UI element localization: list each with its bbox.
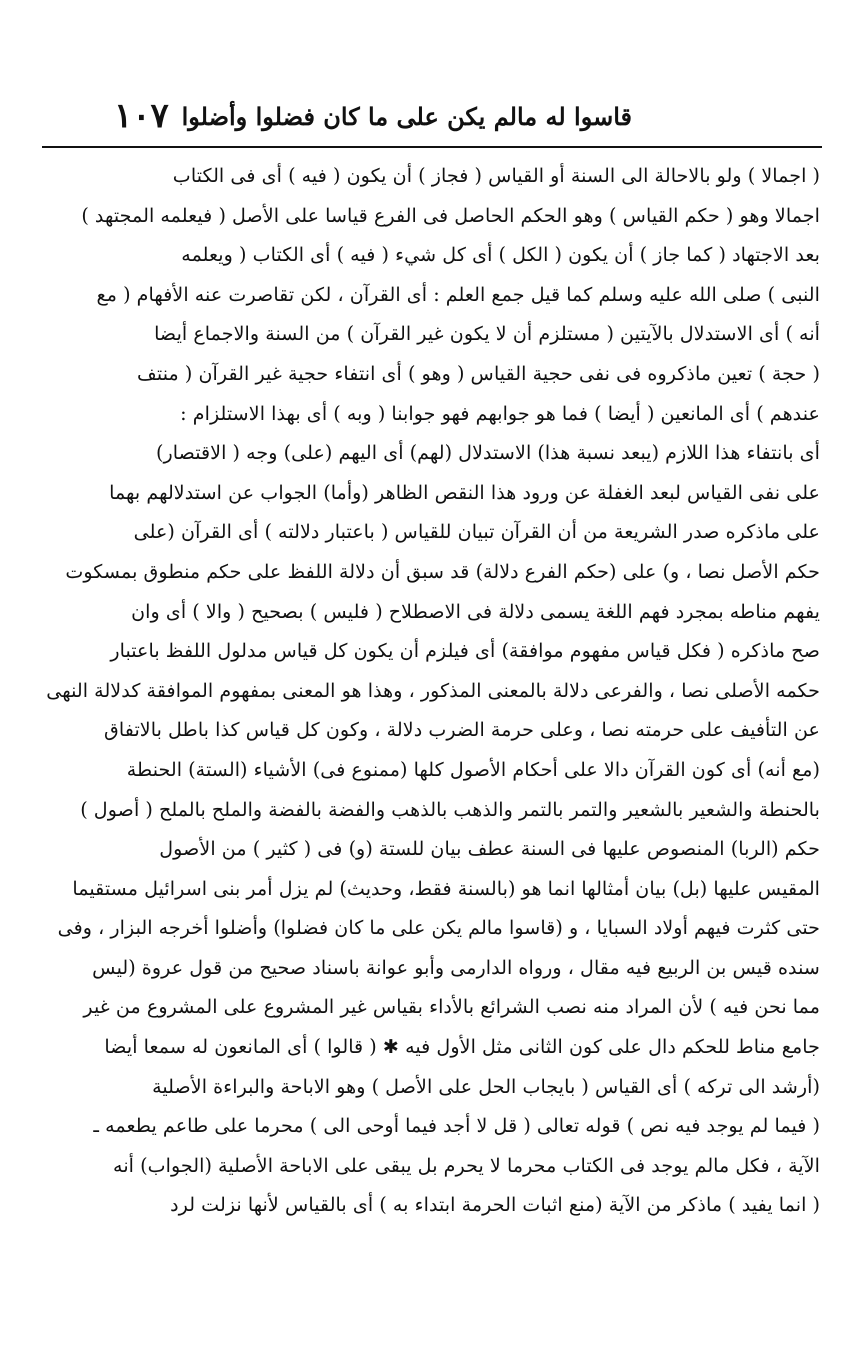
- text-line: ( حجة ) تعين ماذكروه فى نفى حجية القياس ( وهو ) أى انتفاء حجية غير القرآن ( منتف: [137, 361, 820, 385]
- text-line: ( انما يفيد ) ماذكر من الآية (منع اثبات الحرمة ابتداء به ) أى بالقياس لأنها نزلت لرد: [170, 1193, 820, 1217]
- text-line: حتى كثرت فيهم أولاد السبايا ، و (قاسوا مالم يكن على ما كان فضلوا) وأضلوا أخرجه البزار ، وفى: [57, 916, 820, 940]
- text-line: (مع أنه) أى كون القرآن دالا على أحكام الأصول كلها (ممنوع فى) الأشياء (الستة) الحنطة: [126, 757, 820, 781]
- text-line: أنه ) أى الاستدلال بالآيتين ( مستلزم أن لا يكون غير القرآن ) من السنة والاجماع أيضا: [154, 322, 820, 346]
- text-line: ( اجمالا ) ولو بالاحالة الى السنة أو القياس ( فجاز ) أن يكون ( فيه ) أى فى الكتاب: [172, 164, 820, 187]
- text-line: على نفى القياس لبعد الغفلة عن ورود هذا النقص الظاهر (وأما) الجواب عن استدلالهم بهما: [109, 480, 820, 504]
- text-line: حكمه الأصلى نصا ، والفرعى دلالة بالمعنى المذكور ، وهذا هو المعنى بمفهوم الموافقة كدلالة النهى: [46, 678, 820, 702]
- text-line: (أرشد الى تركه ) أى القياس ( بايجاب الحل على الأصل ) وهو الاباحة والبراءة الأصلية: [152, 1074, 820, 1098]
- page-body: [44, 156, 820, 1225]
- text-line: المقيس عليها (بل) بيان أمثالها انما هو (بالسنة فقط، وحديث) لم يزل أمر بنى اسرائيل مستقيما: [72, 876, 820, 900]
- running-title: قاسوا له مالم يكن على ما كان فضلوا وأضلوا: [181, 102, 632, 131]
- text-line: مما نحن فيه ) لأن المراد منه نصب الشرائع بالأداء بقياس غير المشروع على المشروع من غير: [83, 995, 820, 1019]
- text-line: حكم الأصل نصا ، و) على (حكم الفرع دلالة) قد سبق أن دلالة اللفظ على حكم منطوق بمسكوت: [65, 559, 820, 583]
- text-line: اجمالا وهو ( حكم القياس ) وهو الحكم الحاصل فى الفرع قياسا على الأصل ( فيعلمه المجتهد ): [81, 203, 820, 227]
- text-line: بالحنطة والشعير بالشعير والتمر بالتمر والذهب بالذهب والفضة بالفضة والملح بالملح ( أصول ): [80, 797, 820, 821]
- text-line: صح ماذكره ( فكل قياس مفهوم موافقة) أى فيلزم أن يكون كل قياس مدلول اللفظ باعتبار: [110, 639, 820, 663]
- text-line: بعد الاجتهاد ( كما جاز ) أن يكون ( الكل ) أى كل شيء ( فيه ) أى الكتاب ( ويعلمه: [181, 243, 820, 267]
- text-line: الآية ، فكل مالم يوجد فى الكتاب محرما لا يحرم بل يبقى على الاباحة الأصلية (الجواب) أنه: [113, 1153, 820, 1177]
- text-line: أى بانتفاء هذا اللازم (يبعد نسبة هذا) الاستدلال (لهم) أى اليهم (على) وجه ( الاقتصار): [155, 441, 820, 465]
- text-line: ( فيما لم يوجد فيه نص ) قوله تعالى ( قل لا أجد فيما أوحى الى ) محرما على طاعم يطعمه ـ: [93, 1114, 820, 1138]
- header-rule: [42, 146, 822, 148]
- text-line: عندهم ) أى المانعين ( أيضا ) فما هو جوابهم فهو جوابنا ( وبه ) أى بهذا الاستلزام :: [180, 401, 820, 425]
- text-line: يفهم مناطه بمجرد فهم اللغة يسمى دلالة فى الاصطلاح ( فليس ) بصحيح ( والا ) أى وان: [131, 599, 820, 623]
- text-line: سنده قيس بن الربيع فيه مقال ، ورواه الدارمى وأبو عوانة باسناد صحيح من قول عروة (ليس: [92, 955, 820, 979]
- text-line: عن التأفيف على حرمته نصا ، وعلى حرمة الضرب دلالة ، وكون كل قياس كذا باطل بالاتفاق: [104, 718, 820, 742]
- page-number: ١٠٧: [114, 96, 169, 136]
- text-line: جامع مناط للحكم دال على كون الثانى مثل الأول فيه ✱ ( قالوا ) أى المانعون له سمعا أيضا: [104, 1035, 820, 1059]
- text-line: النبى ) صلى الله عليه وسلم كما قيل جمع العلم : أى القرآن ، لكن تقاصرت عنه الأفهام ( مع: [96, 282, 820, 306]
- page-header: [42, 96, 822, 146]
- text-line: حكم (الربا) المنصوص عليها فى السنة عطف بيان للستة (و) فى ( كثير ) من الأصول: [159, 837, 820, 861]
- text-line: على ماذكره صدر الشريعة من أن القرآن تبيان للقياس ( باعتبار دلالته ) أى القرآن (على: [133, 520, 820, 544]
